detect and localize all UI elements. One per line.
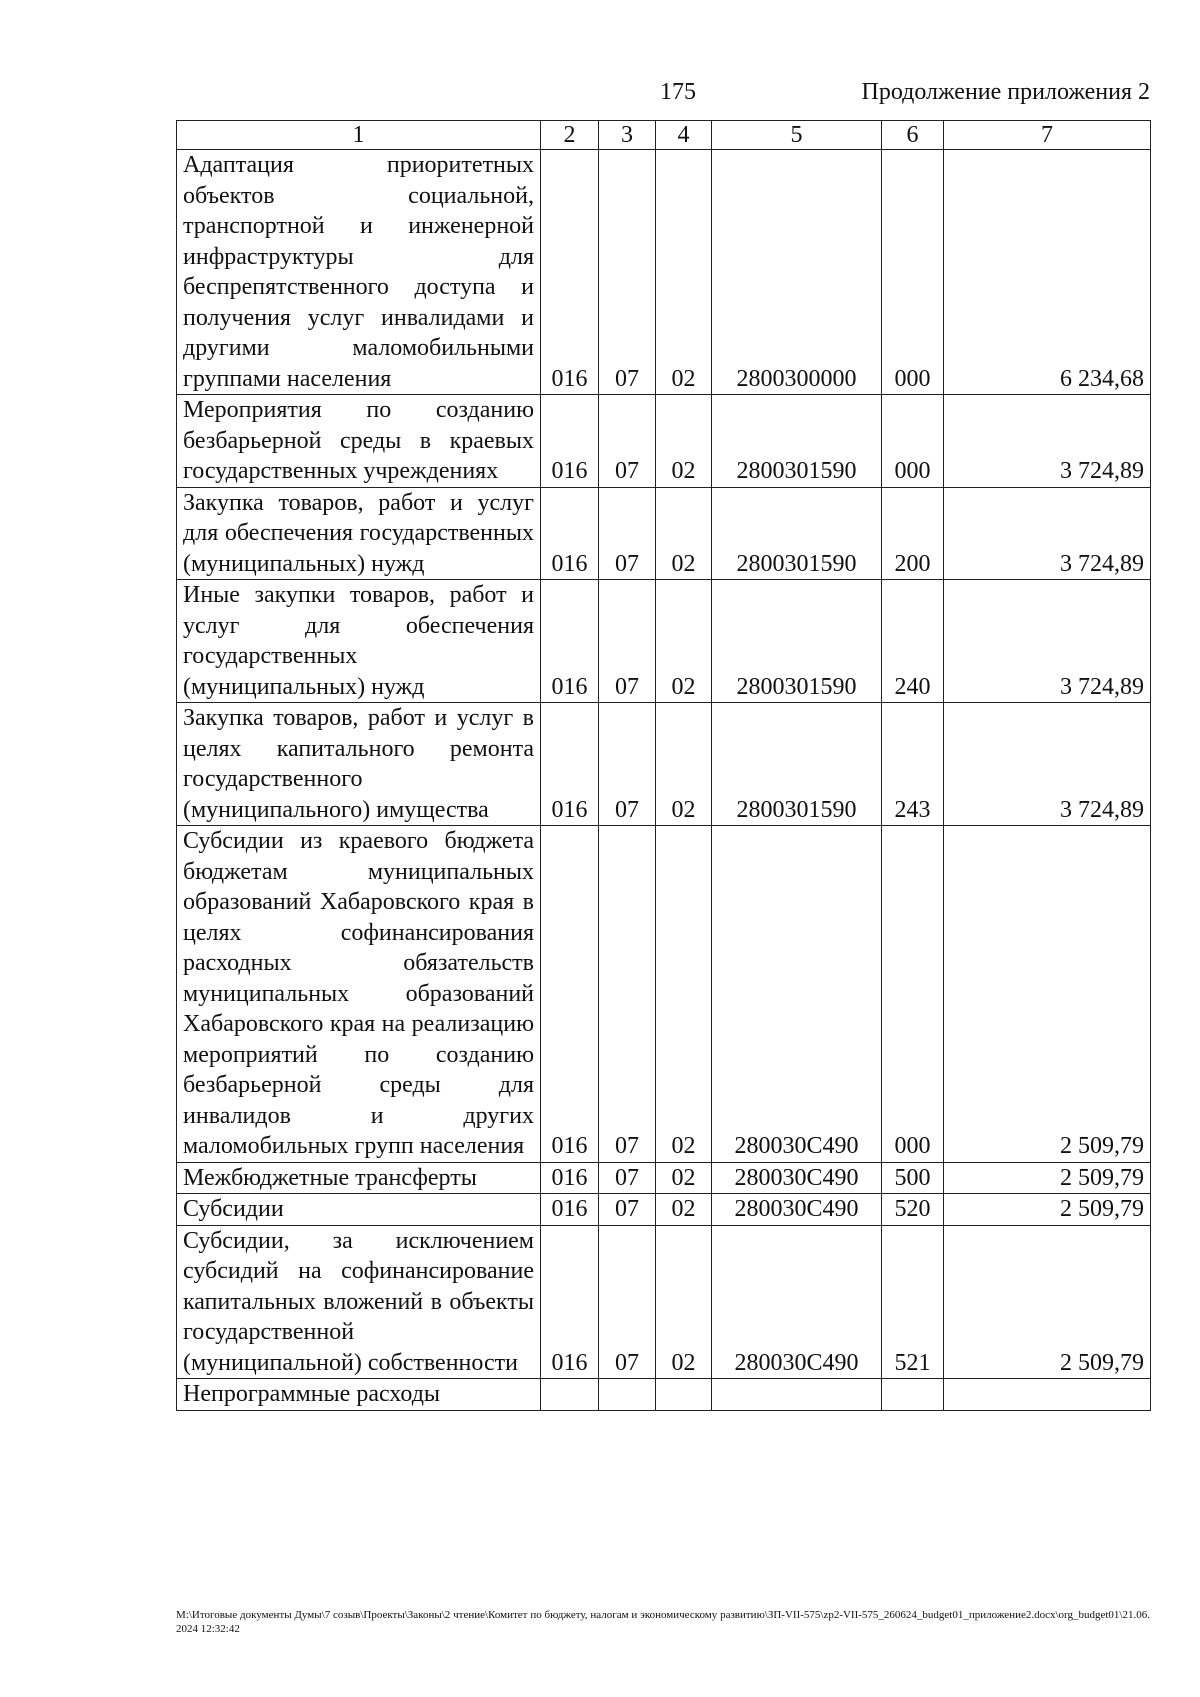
target-item-code: 2800300000 bbox=[712, 150, 882, 395]
section-code: 07 bbox=[599, 826, 656, 1163]
row-name: Иные закупки товаров, работ и услуг для обеспечения государственных (муниципальных) нужд bbox=[177, 580, 541, 703]
row-name: Адаптация приоритетных объектов социальной, транспортной и инженерной инфраструктуры для беспрепятственного доступа и получения услуг инвалидами и другими маломобильными группами населения bbox=[177, 150, 541, 395]
table-row bbox=[177, 395, 1151, 488]
table-row bbox=[177, 826, 1151, 1163]
ministry-code bbox=[541, 1379, 599, 1411]
subsection-code: 02 bbox=[656, 703, 712, 826]
budget-table bbox=[176, 120, 1151, 1411]
section-code: 07 bbox=[599, 150, 656, 395]
ministry-code: 016 bbox=[541, 1162, 599, 1194]
table-row bbox=[177, 1162, 1151, 1194]
column-header: 6 bbox=[882, 121, 944, 150]
section-code bbox=[599, 1379, 656, 1411]
page-number: 175 bbox=[660, 79, 696, 105]
row-name: Мероприятия по созданию безбарьерной среды в краевых государственных учреждениях bbox=[177, 395, 541, 488]
section-code: 07 bbox=[599, 1225, 656, 1379]
expense-type-code: 521 bbox=[882, 1225, 944, 1379]
file-path-footer: М:\Итоговые документы Думы\7 созыв\Проекты\Законы\2 чтение\Комитет по бюджету, налогам и экономическому развитию\ЗП-VII-575\zp2-VII-575_260624_budget01_приложение2.docx\org_budget01\21.06.2024 12:32:42 bbox=[176, 1609, 1150, 1635]
continuation-title: Продолжение приложения 2 bbox=[861, 79, 1150, 105]
expense-type-code: 520 bbox=[882, 1194, 944, 1226]
amount: 3 724,89 bbox=[944, 703, 1151, 826]
ministry-code: 016 bbox=[541, 580, 599, 703]
row-name: Субсидии bbox=[177, 1194, 541, 1226]
amount: 2 509,79 bbox=[944, 826, 1151, 1163]
amount: 2 509,79 bbox=[944, 1162, 1151, 1194]
subsection-code: 02 bbox=[656, 1162, 712, 1194]
ministry-code: 016 bbox=[541, 150, 599, 395]
row-name: Закупка товаров, работ и услуг в целях капитального ремонта государственного (муниципального) имущества bbox=[177, 703, 541, 826]
section-code: 07 bbox=[599, 703, 656, 826]
table-row bbox=[177, 150, 1151, 395]
target-item-code bbox=[712, 1379, 882, 1411]
target-item-code: 280030С490 bbox=[712, 1225, 882, 1379]
table-row bbox=[177, 1225, 1151, 1379]
row-name: Субсидии из краевого бюджета бюджетам муниципальных образований Хабаровского края в целях софинансирования расходных обязательств муниципальных образований Хабаровского края на реализацию мероприятий по созданию безбарьерной среды для инвалидов и других маломобильных групп населения bbox=[177, 826, 541, 1163]
target-item-code: 280030С490 bbox=[712, 1162, 882, 1194]
expense-type-code: 000 bbox=[882, 150, 944, 395]
ministry-code: 016 bbox=[541, 703, 599, 826]
target-item-code: 2800301590 bbox=[712, 703, 882, 826]
target-item-code: 2800301590 bbox=[712, 580, 882, 703]
subsection-code: 02 bbox=[656, 1194, 712, 1226]
target-item-code: 280030С490 bbox=[712, 826, 882, 1163]
expense-type-code: 240 bbox=[882, 580, 944, 703]
amount: 3 724,89 bbox=[944, 395, 1151, 488]
table-row bbox=[177, 703, 1151, 826]
column-header: 5 bbox=[712, 121, 882, 150]
subsection-code: 02 bbox=[656, 1225, 712, 1379]
table-row bbox=[177, 1379, 1151, 1411]
target-item-code: 2800301590 bbox=[712, 395, 882, 488]
expense-type-code: 243 bbox=[882, 703, 944, 826]
subsection-code bbox=[656, 1379, 712, 1411]
expense-type-code: 200 bbox=[882, 487, 944, 580]
section-code: 07 bbox=[599, 1194, 656, 1226]
column-header: 4 bbox=[656, 121, 712, 150]
ministry-code: 016 bbox=[541, 826, 599, 1163]
row-name: Субсидии, за исключением субсидий на софинансирование капитальных вложений в объекты государственной (муниципальной) собственности bbox=[177, 1225, 541, 1379]
table-header-row bbox=[177, 121, 1151, 150]
ministry-code: 016 bbox=[541, 1194, 599, 1226]
column-header: 1 bbox=[177, 121, 541, 150]
subsection-code: 02 bbox=[656, 580, 712, 703]
amount: 3 724,89 bbox=[944, 487, 1151, 580]
subsection-code: 02 bbox=[656, 395, 712, 488]
ministry-code: 016 bbox=[541, 487, 599, 580]
target-item-code: 2800301590 bbox=[712, 487, 882, 580]
amount: 3 724,89 bbox=[944, 580, 1151, 703]
amount: 2 509,79 bbox=[944, 1194, 1151, 1226]
row-name: Непрограммные расходы bbox=[177, 1379, 541, 1411]
column-header: 3 bbox=[599, 121, 656, 150]
ministry-code: 016 bbox=[541, 395, 599, 488]
ministry-code: 016 bbox=[541, 1225, 599, 1379]
table-row bbox=[177, 580, 1151, 703]
expense-type-code bbox=[882, 1379, 944, 1411]
expense-type-code: 000 bbox=[882, 395, 944, 488]
amount: 2 509,79 bbox=[944, 1225, 1151, 1379]
section-code: 07 bbox=[599, 1162, 656, 1194]
amount: 6 234,68 bbox=[944, 150, 1151, 395]
row-name: Закупка товаров, работ и услуг для обеспечения государственных (муниципальных) нужд bbox=[177, 487, 541, 580]
section-code: 07 bbox=[599, 395, 656, 488]
row-name: Межбюджетные трансферты bbox=[177, 1162, 541, 1194]
table-row bbox=[177, 487, 1151, 580]
subsection-code: 02 bbox=[656, 150, 712, 395]
amount bbox=[944, 1379, 1151, 1411]
expense-type-code: 000 bbox=[882, 826, 944, 1163]
section-code: 07 bbox=[599, 487, 656, 580]
table-row bbox=[177, 1194, 1151, 1226]
target-item-code: 280030С490 bbox=[712, 1194, 882, 1226]
subsection-code: 02 bbox=[656, 826, 712, 1163]
subsection-code: 02 bbox=[656, 487, 712, 580]
section-code: 07 bbox=[599, 580, 656, 703]
column-header: 7 bbox=[944, 121, 1151, 150]
column-header: 2 bbox=[541, 121, 599, 150]
expense-type-code: 500 bbox=[882, 1162, 944, 1194]
